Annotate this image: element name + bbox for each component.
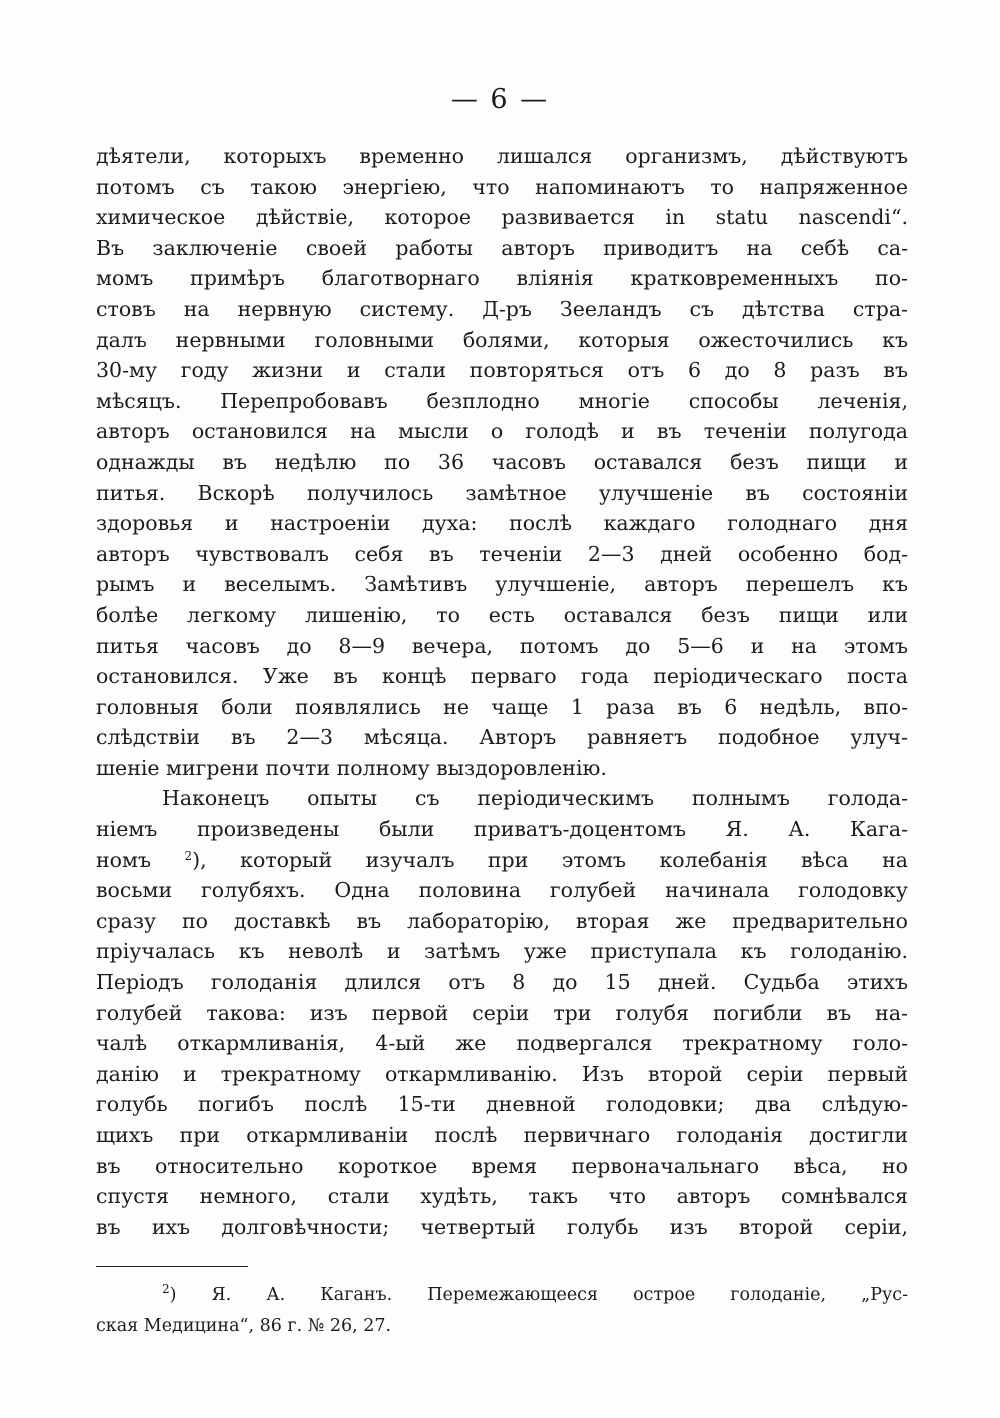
text-line: стовъ на нервную систему. Д-ръ Зееландъ съ дѣтства стра- [96, 296, 908, 321]
text-line: химическое дѣйствіе, которое развивается in statu nascendi“. [96, 205, 908, 230]
text-line: мѣсяцъ. Перепробовавъ безплодно многіе способы леченія, [96, 388, 908, 413]
paragraph-2-continuation [96, 875, 908, 1242]
footnote-marker: 2 [162, 1282, 170, 1296]
footnote-divider [96, 1266, 248, 1267]
footnote-text: ) Я. А. Каганъ. Перемежающееся острое голоданіе, „Рус- [169, 1285, 908, 1305]
text-line: данію и трекратному откармливанію. Изъ второй серіи первый [96, 1061, 908, 1086]
text-line [96, 845, 908, 876]
text-line: однажды въ недѣлю по 36 часовъ оставался безъ пищи и [96, 449, 908, 474]
footnote [96, 1280, 908, 1342]
text-line: слѣдствіи въ 2—3 мѣсяца. Авторъ равняетъ подобное улуч- [96, 725, 908, 750]
text-line: момъ примѣръ благотворнаго вліянія кратковременныхъ по- [96, 266, 908, 291]
text-line: далъ нервными головными болями, которыя ожесточились къ [96, 327, 908, 352]
footnote-line [96, 1280, 908, 1311]
text-line: здоровья и настроеніи духа: послѣ каждаго голоднаго дня [96, 511, 908, 536]
text-line: шеніе мигрени почти полному выздоровленію. [96, 755, 607, 780]
footnote-reference: 2 [184, 848, 193, 863]
text-line: потомъ съ такою энергіею, что напоминаютъ то напряженное [96, 174, 908, 199]
text-line: головныя боли появлялись не чаще 1 раза въ 6 недѣль, впо- [96, 694, 908, 719]
text-line: спустя немного, стали худѣть, такъ что авторъ сомнѣвался [96, 1184, 908, 1209]
text-line: питья. Вскорѣ получилось замѣтное улучшеніе въ состояніи [96, 480, 908, 505]
text-line: 30-му году жизни и стали повторяться отъ 6 до 8 разъ въ [96, 358, 908, 383]
text-line: въ ихъ долговѣчности; четвертый голубь изъ второй серіи, [96, 1214, 908, 1239]
text-line: питья часовъ до 8—9 вечера, потомъ до 5—6 и на этомъ [96, 633, 908, 658]
text-fragment: ), который изучалъ при этомъ колебанія вѣса на [192, 847, 908, 872]
text-line: чалѣ откармливанія, 4-ый же подвергался трекратному голо- [96, 1031, 908, 1056]
page-number: — 6 — [450, 84, 550, 115]
paragraph-2 [96, 783, 908, 1242]
text-line: сразу по доставкѣ въ лабораторію, вторая же предварительно [96, 908, 908, 933]
paragraph-1 [96, 141, 908, 783]
text-line: авторъ остановился на мысли о голодѣ и въ теченіи полугода [96, 419, 908, 444]
text-line: болѣе легкому лишенію, то есть оставался безъ пищи или [96, 602, 908, 627]
text-line: голубей такова: изъ первой серіи три голубя погибли въ на- [96, 1000, 908, 1025]
text-line: Въ заключеніе своей работы авторъ приводитъ на себѣ са- [96, 235, 908, 260]
text-line: ніемъ произведены были приватъ-доцентомъ Я. А. Кага- [96, 817, 908, 842]
body-text [96, 141, 908, 1242]
text-line: голубь погибъ послѣ 15-ти дневной голодовки; два слѣдую- [96, 1092, 908, 1117]
text-line: Періодъ голоданія длился отъ 8 до 15 дней. Судьба этихъ [96, 970, 908, 995]
text-line: щихъ при откармливаніи послѣ первичнаго голоданія достигли [96, 1123, 908, 1147]
text-line: въ относительно короткое время первоначальнаго вѣса, но [96, 1153, 908, 1178]
text-line: пріучалась къ неволѣ и затѣмъ уже приступала къ голоданію. [96, 939, 908, 964]
text-line: Наконецъ опыты съ періодическимъ полнымъ голода- [162, 786, 908, 811]
text-line: восьми голубяхъ. Одна половина голубей начинала голодовку [96, 878, 908, 903]
text-fragment: номъ [96, 847, 151, 872]
text-line: авторъ чувствовалъ себя въ теченіи 2—3 дней особенно бод- [96, 541, 908, 566]
text-line: остановился. Уже въ концѣ перваго года періодическаго поста [96, 664, 908, 689]
text-line: рымъ и веселымъ. Замѣтивъ улучшеніе, авторъ перешелъ къ [96, 572, 908, 597]
text-line: дѣятели, которыхъ временно лишался организмъ, дѣйствуютъ [96, 144, 908, 168]
footnote-line: ская Медицина“, 86 г. № 26, 27. [96, 1316, 392, 1336]
